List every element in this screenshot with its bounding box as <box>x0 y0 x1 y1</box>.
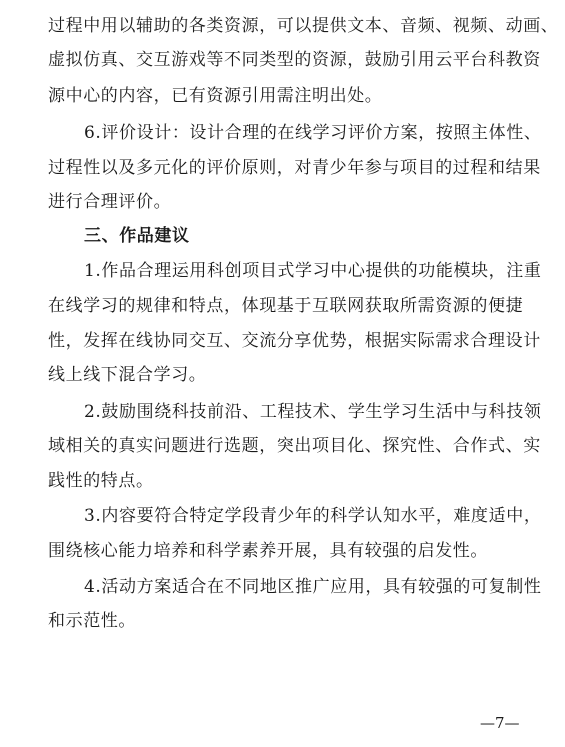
paragraph-line: 源中心的内容，已有资源引用需注明出处。 <box>48 86 383 106</box>
paragraph-line: 在线学习的规律和特点，体现基于互联网获取所需资源的便捷 <box>48 296 524 316</box>
paragraph-line: 线上线下混合学习。 <box>48 365 207 385</box>
paragraph-line: 围绕核心能力培养和科学素养开展，具有较强的启发性。 <box>48 541 488 561</box>
paragraph-line: 过程中用以辅助的各类资源，可以提供文本、音频、视频、动画、 <box>48 16 559 36</box>
paragraph-line: 进行合理评价。 <box>48 192 172 212</box>
paragraph-line: 性，发挥在线协同交互、交流分享优势，根据实际需求合理设计 <box>48 331 541 351</box>
paragraph-line: 4.活动方案适合在不同地区推广应用，具有较强的可复制性 <box>84 577 542 597</box>
page-number: —7— <box>480 714 520 732</box>
paragraph-line: 虚拟仿真、交互游戏等不同类型的资源，鼓励引用云平台科教资 <box>48 50 541 70</box>
paragraph-line: 1.作品合理运用科创项目式学习中心提供的功能模块，注重 <box>84 261 542 281</box>
paragraph-line: 2.鼓励围绕科技前沿、工程技术、学生学习生活中与科技领 <box>84 402 542 422</box>
paragraph-line: 3.内容要符合特定学段青少年的科学认知水平，难度适中， <box>84 506 542 526</box>
paragraph-line: 过程性以及多元化的评价原则，对青少年参与项目的过程和结果 <box>48 158 541 178</box>
section-heading: 三、作品建议 <box>84 226 190 246</box>
paragraph-line: 践性的特点。 <box>48 471 154 491</box>
paragraph-line: 域相关的真实问题进行选题，突出项目化、探究性、合作式、实 <box>48 436 541 456</box>
paragraph-line: 6.评价设计：设计合理的在线学习评价方案，按照主体性、 <box>84 123 542 143</box>
paragraph-line: 和示范性。 <box>48 611 136 631</box>
